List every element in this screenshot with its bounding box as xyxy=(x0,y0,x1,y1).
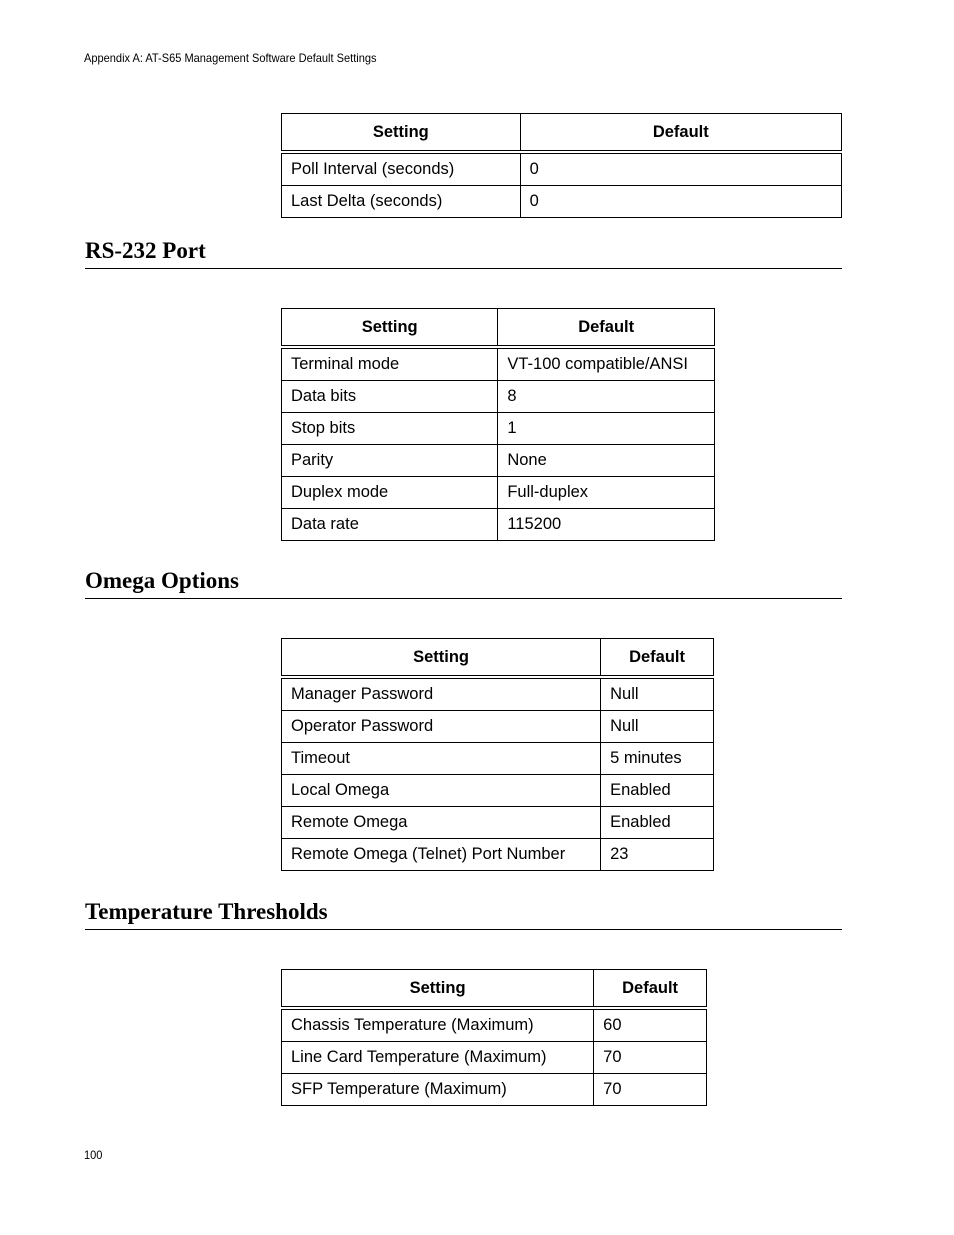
default-cell: 70 xyxy=(594,1042,707,1074)
section-heading-omega-options: Omega Options xyxy=(85,568,842,599)
setting-cell: Manager Password xyxy=(282,677,601,711)
table-row xyxy=(282,711,714,743)
table-row xyxy=(282,477,715,509)
default-cell: 60 xyxy=(594,1008,707,1042)
default-cell: 0 xyxy=(520,152,841,186)
column-header-setting: Setting xyxy=(282,309,498,348)
setting-cell: Operator Password xyxy=(282,711,601,743)
column-header-setting: Setting xyxy=(282,970,594,1009)
table-row xyxy=(282,839,714,871)
table-rs232-settings xyxy=(281,308,715,541)
table-row xyxy=(282,186,842,218)
table-temperature-settings xyxy=(281,969,707,1106)
setting-cell: Chassis Temperature (Maximum) xyxy=(282,1008,594,1042)
setting-cell: Data bits xyxy=(282,381,498,413)
table-row xyxy=(282,1042,707,1074)
setting-cell: SFP Temperature (Maximum) xyxy=(282,1074,594,1106)
default-cell: Enabled xyxy=(601,775,714,807)
table-row xyxy=(282,347,715,381)
table-row xyxy=(282,509,715,541)
table-header-row xyxy=(282,114,842,153)
table-row xyxy=(282,743,714,775)
default-cell: 115200 xyxy=(498,509,715,541)
default-cell: None xyxy=(498,445,715,477)
section-heading-rs232: RS-232 Port xyxy=(85,238,842,269)
column-header-setting: Setting xyxy=(282,639,601,678)
setting-cell: Line Card Temperature (Maximum) xyxy=(282,1042,594,1074)
table-row xyxy=(282,413,715,445)
setting-cell: Data rate xyxy=(282,509,498,541)
table-row xyxy=(282,775,714,807)
table-header-row xyxy=(282,309,715,348)
table-row xyxy=(282,445,715,477)
setting-cell: Duplex mode xyxy=(282,477,498,509)
default-cell: Null xyxy=(601,677,714,711)
setting-cell: Parity xyxy=(282,445,498,477)
default-cell: Full-duplex xyxy=(498,477,715,509)
table-row xyxy=(282,381,715,413)
section-heading-temperature-thresholds: Temperature Thresholds xyxy=(85,899,842,930)
table-omega-settings xyxy=(281,638,714,871)
setting-cell: Stop bits xyxy=(282,413,498,445)
setting-cell: Remote Omega (Telnet) Port Number xyxy=(282,839,601,871)
default-cell: 23 xyxy=(601,839,714,871)
column-header-default: Default xyxy=(520,114,841,153)
default-cell: 1 xyxy=(498,413,715,445)
table-row xyxy=(282,1074,707,1106)
default-cell: 70 xyxy=(594,1074,707,1106)
column-header-default: Default xyxy=(498,309,715,348)
default-cell: Null xyxy=(601,711,714,743)
setting-cell: Remote Omega xyxy=(282,807,601,839)
table-top-settings xyxy=(281,113,842,218)
default-cell: 8 xyxy=(498,381,715,413)
column-header-default: Default xyxy=(601,639,714,678)
setting-cell: Terminal mode xyxy=(282,347,498,381)
setting-cell: Poll Interval (seconds) xyxy=(282,152,521,186)
table-row xyxy=(282,677,714,711)
table-row xyxy=(282,1008,707,1042)
table-row xyxy=(282,152,842,186)
default-cell: Enabled xyxy=(601,807,714,839)
setting-cell: Timeout xyxy=(282,743,601,775)
table-header-row xyxy=(282,639,714,678)
setting-cell: Local Omega xyxy=(282,775,601,807)
running-head: Appendix A: AT-S65 Management Software Default Settings xyxy=(84,51,377,65)
default-cell: 0 xyxy=(520,186,841,218)
setting-cell: Last Delta (seconds) xyxy=(282,186,521,218)
table-row xyxy=(282,807,714,839)
column-header-setting: Setting xyxy=(282,114,521,153)
default-cell: 5 minutes xyxy=(601,743,714,775)
table-header-row xyxy=(282,970,707,1009)
column-header-default: Default xyxy=(594,970,707,1009)
default-cell: VT-100 compatible/ANSI xyxy=(498,347,715,381)
page-number: 100 xyxy=(84,1148,103,1162)
